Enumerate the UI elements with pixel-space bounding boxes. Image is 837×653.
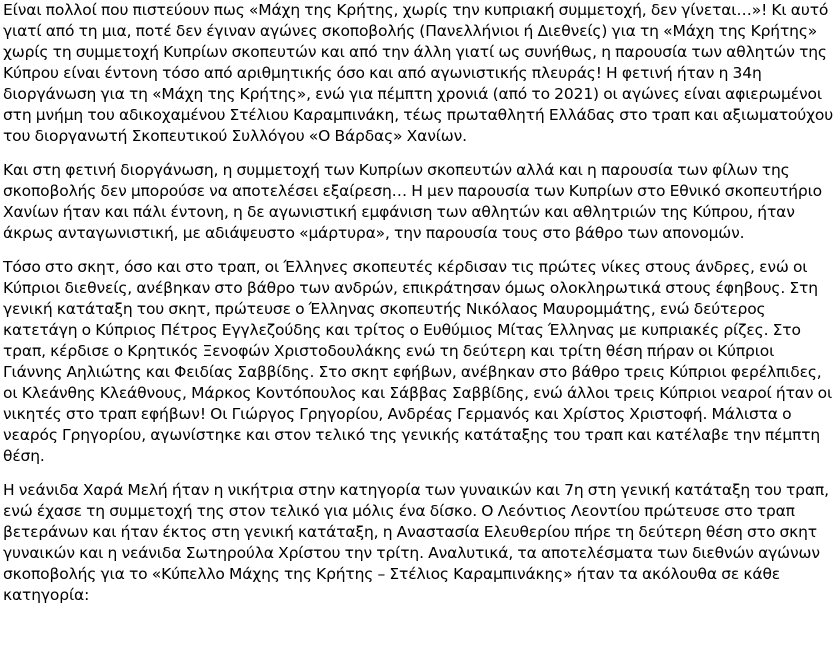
article-body <box>3 0 835 619</box>
article-paragraph-3: Τόσο στο σκητ, όσο και στο τραπ, οι Έλληνες σκοπευτές κέρδισαν τις πρώτες νίκες στους άνδρες, ενώ οι Κύπριοι διεθνείς, ανέβηκαν στο βάθρο των ανδρών, επικράτησαν όμως ολοκληρωτικά στους έφηβους. Στη γενική κατάταξη του σκητ, πρώτευσε ο Έλληνας σκοπευτής Νικόλαος Μαυρομμάτης, ενώ δεύτερος κατετάγη ο Κύπριος Πέτρος Εγγλεζούδης και τρίτος ο Ευθύμιος Μίτας Έλληνας με κυπριακές ρίζες. Στο τραπ, κέρδισε ο Κρητικός Ξενοφών Χριστοδουλάκης ενώ τη δεύτερη και τρίτη θέση πήραν οι Κύπριοι Γιάννης Αηλιώτης και Φειδίας Σαββίδης. Στο σκητ εφήβων, ανέβηκαν στο βάθρο τρεις Κύπριοι φερέλπιδες, οι Κλεάνθης Κλεάθνους, Μάρκος Κοντόπουλος και Σάββας Σαββίδης, ενώ άλλοι τρεις Κύπριοι νεαροί ήταν οι νικητές στο τραπ εφήβων! Οι Γιώργος Γρηγορίου, Ανδρέας Γερμανός και Χρίστος Χριστοφή. Μάλιστα ο νεαρός Γρηγορίου, αγωνίστηκε και στον τελικό της γενικής κατάταξης του τραπ και κατέλαβε την πέμπτη θέση. <box>3 258 833 465</box>
article-paragraph-1: Είναι πολλοί που πιστεύουν πως «Μάχη της Κρήτης, χωρίς την κυπριακή συμμετοχή, δεν γίνεται…»! Κι αυτό γιατί από τη μια, ποτέ δεν έγιναν αγώνες σκοποβολής (Πανελλήνιοι ή Διεθνείς) για τη «Μάχη της Κρήτης» χωρίς τη συμμετοχή Κυπρίων σκοπευτών και από την άλλη γιατί ως συνήθως, η παρουσία των αθλητών της Κύπρου είναι έντονη τόσο από αριθμητικής όσο και από αγωνιστικής πλευράς! Η φετινή ήταν η 34η διοργάνωση για τη «Μάχη της Κρήτης», ενώ για πέμπτη χρονιά (από το 2021) οι αγώνες είναι αφιερωμένοι στη μνήμη του αδικοχαμένου Στέλιου Καραμπινάκη, τέως πρωταθλητή Ελλάδας στο τραπ και αξιωματούχου του διοργανωτή Σκοπευτικού Συλλόγου «Ο Βάρδας» Χανίων. <box>3 1 834 145</box>
article-paragraph-4: Η νεάνιδα Χαρά Μελή ήταν η νικήτρια στην κατηγορία των γυναικών και 7η στη γενική κατάταξη του τραπ, ενώ έχασε τη συμμετοχή της στον τελικό για μόλις ένα δίσκο. Ο Λεόντιος Λεοντίου πρώτευσε στο τραπ βετεράνων και ήταν έκτος στη γενική κατάταξη, η Αναστασία Ελευθερίου πήρε τη δεύτερη θέση στο σκητ γυναικών και η νεάνιδα Σωτηρούλα Χρίστου την τρίτη. Αναλυτικά, τα αποτελέσματα των διεθνών αγώνων σκοποβολής για το «Κύπελλο Μάχης της Κρήτης – Στέλιος Καραμπινάκης» ήταν τα ακόλουθα σε κάθε κατηγορία: <box>3 481 829 604</box>
article-paragraph-2: Και στη φετινή διοργάνωση, η συμμετοχή των Κυπρίων σκοπευτών αλλά και η παρουσία των φίλων της σκοποβολής δεν μπορούσε να αποτελέσει εξαίρεση… Η μεν παρουσία των Κυπρίων στο Εθνικό σκοπευτήριο Χανίων ήταν και πάλι έντονη, η δε αγωνιστική εμφάνιση των αθλητών και αθλητριών της Κύπρου, ήταν άκρως ανταγωνιστική, με αδιάψευστο «μάρτυρα», την παρουσία τους στο βάθρο των απονομών. <box>3 161 822 242</box>
